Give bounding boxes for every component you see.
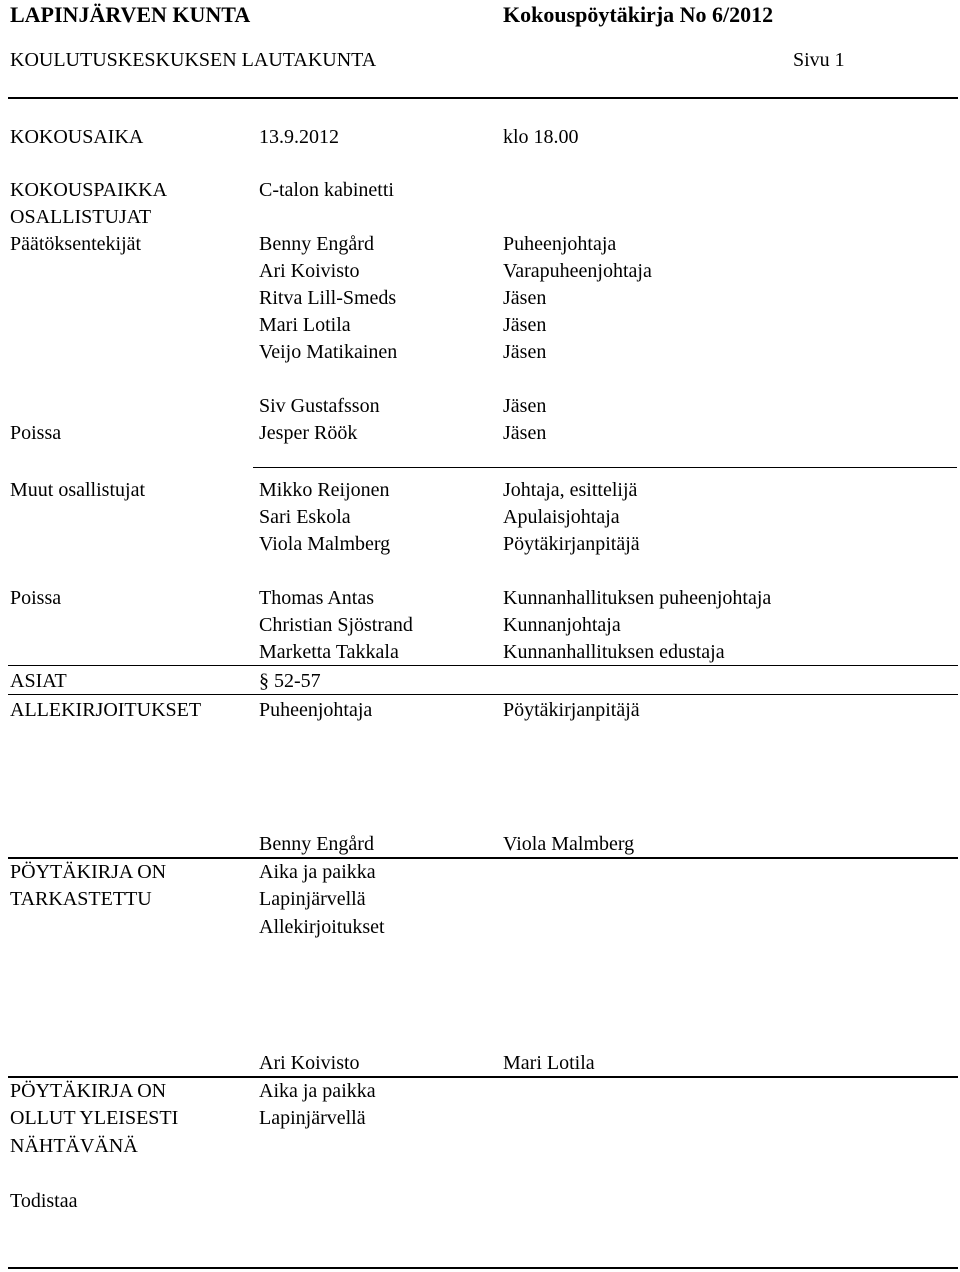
member-role: Varapuheenjohtaja: [503, 260, 652, 282]
participant-name: Christian Sjöstrand: [259, 614, 413, 636]
absent-label: Poissa: [10, 422, 62, 444]
member-name: Ritva Lill-Smeds: [259, 287, 397, 309]
board-name: KOULUTUSKESKUKSEN LAUTAKUNTA: [10, 49, 377, 71]
section-divider: [8, 857, 958, 859]
member-role: Jäsen: [503, 395, 547, 417]
checker-name: Ari Koivisto: [259, 1052, 360, 1074]
chair-label: Puheenjohtaja: [259, 699, 373, 721]
public-place: Lapinjärvellä: [259, 1107, 366, 1129]
other-participants-label: Muut osallistujat: [10, 479, 145, 501]
member-name: Mari Lotila: [259, 314, 351, 336]
participant-name: Viola Malmberg: [259, 533, 391, 555]
member-role: Jäsen: [503, 287, 547, 309]
member-name: Benny Engård: [259, 233, 374, 255]
page-number: Sivu 1: [793, 49, 845, 71]
chair-name: Benny Engård: [259, 833, 374, 855]
member-role: Jäsen: [503, 314, 547, 336]
public-label: PÖYTÄKIRJA ON: [10, 1080, 167, 1102]
meeting-place-label: KOKOUSPAIKKA: [10, 179, 168, 201]
section-divider: [8, 665, 958, 666]
bottom-divider: [8, 1267, 958, 1269]
participants-label: OSALLISTUJAT: [10, 206, 152, 228]
checker-name: Mari Lotila: [503, 1052, 595, 1074]
checked-label: TARKASTETTU: [10, 888, 152, 910]
absent-label: Poissa: [10, 587, 62, 609]
header-divider: [8, 97, 958, 99]
checked-label: PÖYTÄKIRJA ON: [10, 861, 167, 883]
checked-place: Lapinjärvellä: [259, 888, 366, 910]
meeting-date: 13.9.2012: [259, 126, 339, 148]
participant-role: Pöytäkirjanpitäjä: [503, 533, 640, 555]
document-number: Kokouspöytäkirja No 6/2012: [503, 2, 774, 27]
participant-name: Mikko Reijonen: [259, 479, 390, 501]
secretary-label: Pöytäkirjanpitäjä: [503, 699, 640, 721]
member-role: Puheenjohtaja: [503, 233, 617, 255]
section-divider: [253, 467, 957, 468]
secretary-name: Viola Malmberg: [503, 833, 635, 855]
member-name: Siv Gustafsson: [259, 395, 380, 417]
meeting-place: C-talon kabinetti: [259, 179, 394, 201]
matters-label: ASIAT: [10, 670, 67, 692]
organization-name: LAPINJÄRVEN KUNTA: [10, 2, 251, 27]
certify-label: Todistaa: [10, 1190, 78, 1212]
member-role: Jäsen: [503, 422, 547, 444]
participant-role: Johtaja, esittelijä: [503, 479, 638, 501]
section-divider: [8, 1076, 958, 1078]
signatures-label: ALLEKIRJOITUKSET: [10, 699, 202, 721]
member-name: Veijo Matikainen: [259, 341, 398, 363]
meeting-clock: klo 18.00: [503, 126, 579, 148]
participant-role: Apulaisjohtaja: [503, 506, 620, 528]
matters-value: § 52-57: [259, 670, 321, 692]
section-divider: [8, 694, 958, 695]
public-time-place: Aika ja paikka: [259, 1080, 376, 1102]
member-name: Jesper Röök: [259, 422, 358, 444]
participant-name: Sari Eskola: [259, 506, 351, 528]
participant-name: Marketta Takkala: [259, 641, 399, 663]
public-label: NÄHTÄVÄNÄ: [10, 1135, 138, 1157]
participant-role: Kunnanhallituksen edustaja: [503, 641, 725, 663]
decision-makers-label: Päätöksentekijät: [10, 233, 142, 255]
checked-signatures: Allekirjoitukset: [259, 916, 385, 938]
member-name: Ari Koivisto: [259, 260, 360, 282]
meeting-time-label: KOKOUSAIKA: [10, 126, 144, 148]
public-label: OLLUT YLEISESTI: [10, 1107, 179, 1129]
member-role: Jäsen: [503, 341, 547, 363]
participant-role: Kunnanhallituksen puheenjohtaja: [503, 587, 772, 609]
participant-name: Thomas Antas: [259, 587, 374, 609]
checked-time-place: Aika ja paikka: [259, 861, 376, 883]
participant-role: Kunnanjohtaja: [503, 614, 621, 636]
